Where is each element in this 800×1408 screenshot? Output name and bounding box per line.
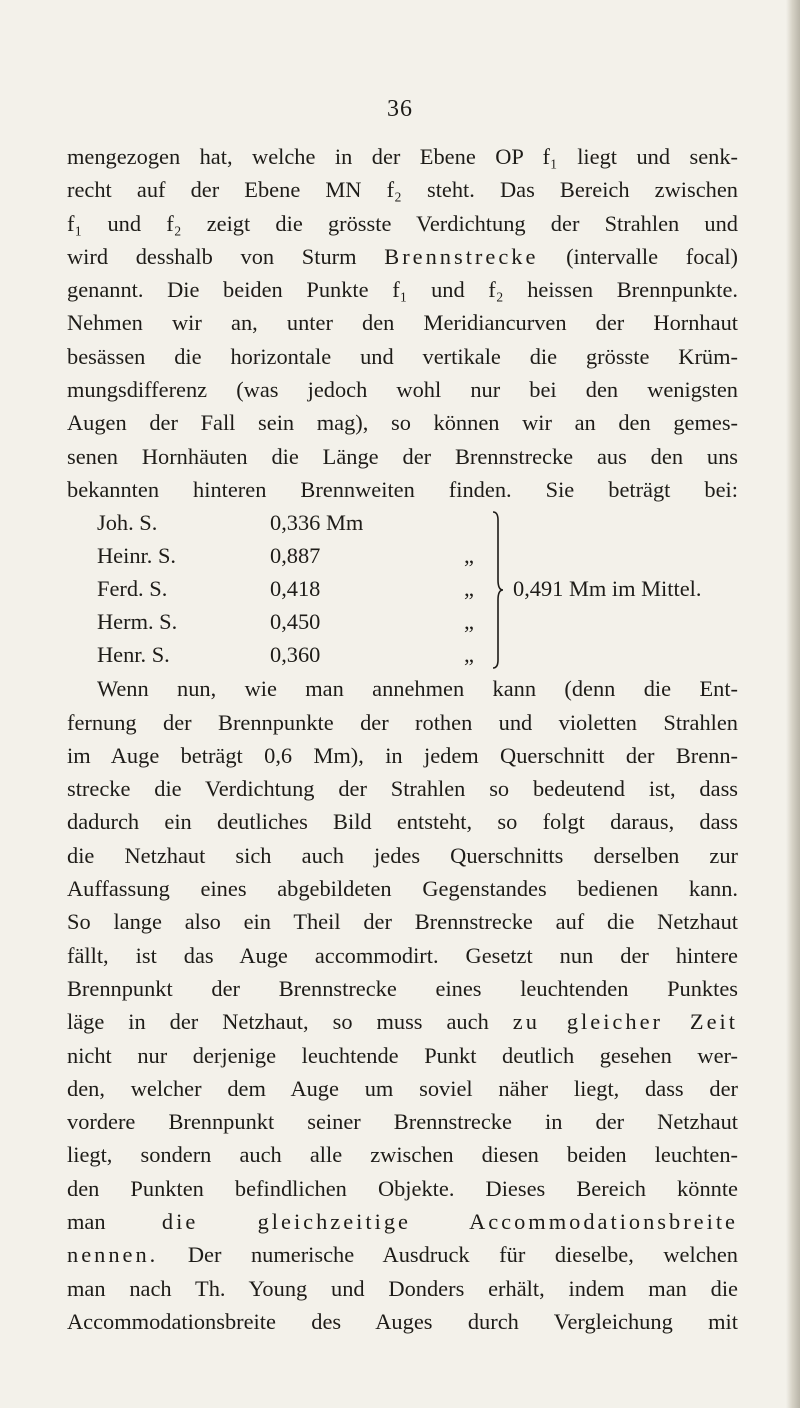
text-line: den, welcher dem Auge um soviel näher liegt, dass der bbox=[67, 1075, 738, 1101]
curly-brace-icon bbox=[491, 510, 505, 670]
text-line: recht auf der Ebene MN f₂ steht. Das Bereich zwischen bbox=[67, 177, 738, 203]
person-name: Herm. S. bbox=[97, 609, 178, 635]
table-row bbox=[67, 506, 738, 539]
text-line: Wenn nun, wie man annehmen kann (denn die Ent- bbox=[97, 676, 738, 702]
measurement-value: 0,418 bbox=[270, 576, 321, 602]
ditto-mark: „ bbox=[464, 576, 474, 602]
text-line: strecke die Verdichtung der Strahlen so bedeutend ist, dass bbox=[67, 776, 738, 802]
body-text bbox=[67, 140, 738, 1338]
measurement-table bbox=[67, 506, 738, 672]
text-line: dadurch ein deutliches Bild entsteht, so folgt daraus, dass bbox=[67, 809, 738, 835]
text-line: f₁ und f₂ zeigt die grösste Verdichtung der Strahlen und bbox=[67, 210, 738, 236]
page-number: 36 bbox=[387, 96, 413, 122]
person-name: Henr. S. bbox=[97, 642, 170, 668]
text-line: man die gleichzeitige Accommodationsbreite bbox=[67, 1209, 738, 1235]
text-line: fernung der Brennpunkte der rothen und violetten Strahlen bbox=[67, 709, 738, 735]
spaced-term: Brennstrecke bbox=[384, 243, 539, 269]
text-line: wird desshalb von Sturm Brennstrecke (intervalle focal) bbox=[67, 243, 738, 269]
text-line: die Netzhaut sich auch jedes Querschnitts derselben zur bbox=[67, 842, 738, 868]
measurement-value: 0,450 bbox=[270, 609, 321, 635]
text-line: läge in der Netzhaut, so muss auch zu gleicher Zeit bbox=[67, 1009, 738, 1035]
text-line: senen Hornhäuten die Länge der Brennstrecke aus den uns bbox=[67, 443, 738, 469]
average-value: 0,491 Mm im Mittel. bbox=[513, 576, 702, 602]
person-name: Heinr. S. bbox=[97, 543, 176, 569]
text-line: bekannten hinteren Brennweiten finden. Sie beträgt bei: bbox=[67, 476, 738, 502]
ditto-mark: „ bbox=[464, 609, 474, 635]
person-name: Joh. S. bbox=[97, 510, 158, 536]
table-row bbox=[67, 638, 738, 671]
text-line: Brennpunkt der Brennstrecke eines leuchtenden Punktes bbox=[67, 975, 738, 1001]
text-line: Auffassung eines abgebildeten Gegenstandes bedienen kann. bbox=[67, 876, 738, 902]
ditto-mark: „ bbox=[464, 642, 474, 668]
text-line: vordere Brennpunkt seiner Brennstrecke in der Netzhaut bbox=[67, 1109, 738, 1135]
text-line: nennen. Der numerische Ausdruck für dieselbe, welchen bbox=[67, 1242, 738, 1268]
ditto-mark: „ bbox=[464, 543, 474, 569]
table-row bbox=[67, 539, 738, 572]
spaced-term: die gleichzeitige Accommodationsbreite bbox=[161, 1209, 738, 1235]
text-line: besässen die horizontale und vertikale die grösste Krüm- bbox=[67, 343, 738, 369]
measurement-value: 0,887 bbox=[270, 543, 321, 569]
text-line: So lange also ein Theil der Brennstrecke auf die Netzhaut bbox=[67, 909, 738, 935]
text-line: im Auge beträgt 0,6 Mm), in jedem Querschnitt der Brenn- bbox=[67, 742, 738, 768]
text-line: man nach Th. Young und Donders erhält, indem man die bbox=[67, 1275, 738, 1301]
measurement-value: 0,360 bbox=[270, 642, 321, 668]
person-name: Ferd. S. bbox=[97, 576, 168, 602]
text-line: mengezogen hat, welche in der Ebene OP f₁ liegt und senk- bbox=[67, 144, 738, 169]
text-line: Accommodationsbreite des Auges durch Vergleichung mit bbox=[67, 1308, 738, 1334]
spaced-term: nennen. bbox=[67, 1242, 159, 1268]
text-line: Nehmen wir an, unter den Meridiancurven der Hornhaut bbox=[67, 310, 738, 336]
text-line: nicht nur derjenige leuchtende Punkt deutlich gesehen wer- bbox=[67, 1042, 738, 1068]
measurement-value: 0,336 Mm bbox=[270, 510, 364, 536]
text-line: liegt, sondern auch alle zwischen diesen beiden leuchten- bbox=[67, 1142, 738, 1168]
text-line: Augen der Fall sein mag), so können wir an den gemes- bbox=[67, 410, 738, 436]
spaced-term: zu gleicher Zeit bbox=[512, 1009, 738, 1035]
text-line: den Punkten befindlichen Objekte. Dieses Bereich könnte bbox=[67, 1175, 738, 1201]
table-row bbox=[67, 605, 738, 638]
page-edge-shadow bbox=[786, 0, 800, 1408]
text-line: genannt. Die beiden Punkte f₁ und f₂ heissen Brennpunkte. bbox=[67, 277, 738, 303]
text-line: mungsdifferenz (was jedoch wohl nur bei den wenigsten bbox=[67, 377, 738, 403]
text-line: fällt, ist das Auge accommodirt. Gesetzt nun der hintere bbox=[67, 942, 738, 968]
